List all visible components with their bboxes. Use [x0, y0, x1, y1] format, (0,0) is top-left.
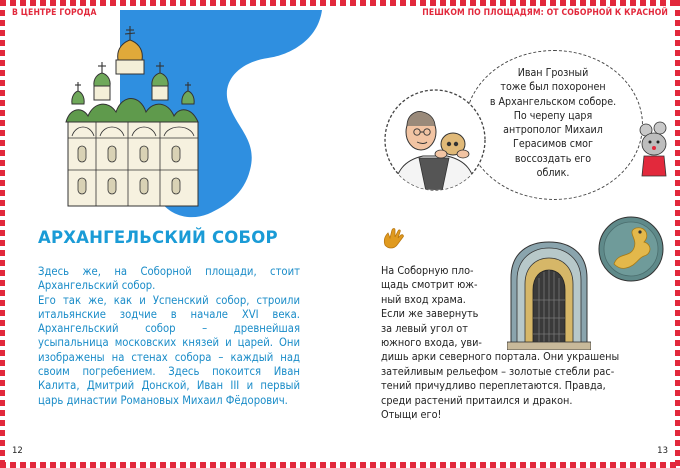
paragraph: Его так же, как и Успенский собор, строили итальянские зодчие в начале XVI века. Архангельский собор – древнейшая усыпальница московских князей и царей. Они изображены на стенах собора – каждый над своим погребением. Здесь покоится Иван Калита, Дмитрий Донской, Иван III и первый царь династии Романовых Михаил Фёдорович.: [38, 293, 300, 407]
section-title: АРХАНГЕЛЬСКИЙ СОБОР: [38, 228, 278, 247]
running-head-right: ПЕШКОМ ПО ПЛОЩАДЯМ: ОТ СОБОРНОЙ К КРАСНОЙ: [422, 8, 668, 18]
mouse-icon: [636, 118, 676, 178]
hand-icon: [380, 225, 408, 253]
text-line: На Соборную пло-: [381, 264, 474, 277]
text-line: затейливым рельефом – золотые стебли рас-: [381, 364, 615, 378]
page-number-left: 12: [12, 446, 23, 456]
left-body-text: [38, 265, 300, 408]
text-line: тений причудливо переплетаются. Правда,: [381, 379, 606, 393]
bubble-line: тоже был похоронен: [500, 81, 606, 94]
bubble-line: Иван Грозный: [517, 67, 589, 79]
text-line: дишь арки северного портала. Они украшены: [381, 350, 620, 364]
text-line: за левый угол от: [381, 321, 468, 335]
bubble-line: воссоздать его: [514, 152, 592, 165]
text-line: южного входа, уви-: [381, 336, 482, 350]
text-line: Если же завернуть: [381, 307, 479, 321]
paragraph: Здесь же, на Соборной площади, стоит Архангельский собор.: [38, 265, 300, 293]
bubble-line: облик.: [536, 167, 570, 180]
text-line: ный вход храма.: [381, 292, 466, 306]
right-body-text: [381, 264, 619, 422]
bubble-line: антрополог Михаил: [503, 124, 603, 137]
text-line: среди растений притаился и дракон.: [381, 393, 573, 407]
bubble-line: Герасимов смог: [513, 138, 593, 151]
bubble-line: По черепу царя: [513, 109, 593, 122]
page-number-right: 13: [657, 446, 668, 456]
running-head-left: В ЦЕНТРЕ ГОРОДА: [12, 8, 97, 18]
gerasimov-illustration: [383, 84, 487, 196]
speech-bubble-text: [474, 66, 632, 180]
text-line: Отыщи его!: [381, 408, 442, 422]
bubble-line: в Архангельском соборе.: [489, 95, 617, 108]
cathedral-illustration: [60, 24, 210, 214]
text-line: щадь смотрит юж-: [381, 278, 478, 292]
